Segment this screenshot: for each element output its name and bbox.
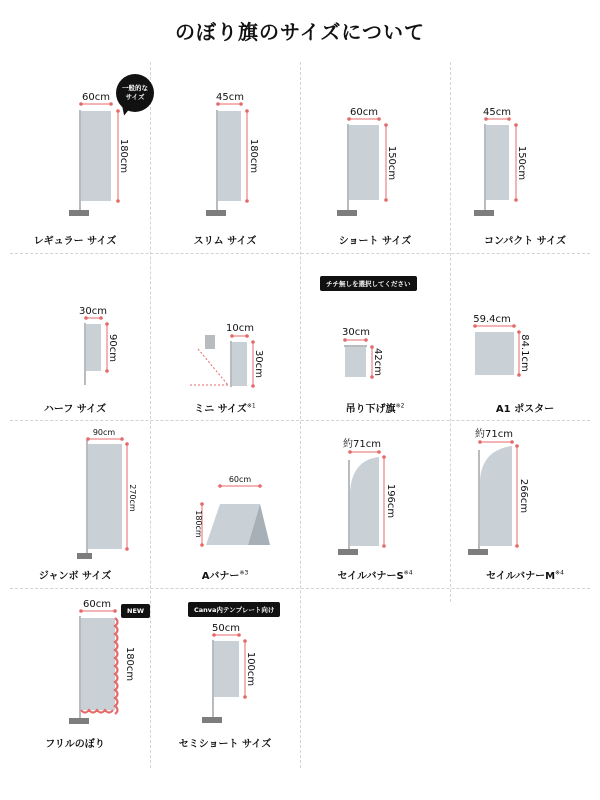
standard-size-bubble xyxy=(116,74,154,112)
width-label: 30cm xyxy=(79,306,107,317)
width-label: 60cm xyxy=(82,92,110,103)
width-label: 59.4cm xyxy=(473,314,511,325)
page-title: のぼり旗のサイズについて xyxy=(175,20,425,44)
size-name-mini: ミニ サイズ$^{※1}$ xyxy=(194,402,256,415)
height-label: 180cm xyxy=(248,138,259,174)
width-label: 60cm xyxy=(228,475,252,484)
size-card-short xyxy=(300,80,450,247)
height-label: 150cm xyxy=(386,145,397,181)
semi-short-flag-illustration xyxy=(150,588,300,755)
size-name-short: ショート サイズ xyxy=(338,236,412,247)
bubble-line1: 一般的な xyxy=(122,84,148,92)
badge-no-loops: チチ無しを選択してください xyxy=(320,276,417,291)
size-name-compact: コンパクト サイズ xyxy=(484,236,566,247)
a-banner-illustration xyxy=(150,420,300,587)
width-label: 45cm xyxy=(483,107,511,118)
size-card-sail-m xyxy=(450,420,600,587)
height-label: 196cm xyxy=(385,483,396,519)
size-card-sail-s xyxy=(300,420,450,587)
size-name-sail-m: セイルバナー$M^{※4}$ xyxy=(486,569,564,582)
mini-flag-illustration xyxy=(150,253,300,420)
compact-flag-illustration xyxy=(450,80,600,247)
height-label: 270cm xyxy=(128,484,137,512)
width-label: 10cm xyxy=(226,323,254,334)
height-label: 180cm xyxy=(194,510,203,538)
size-card-jumbo xyxy=(0,420,150,587)
size-name-sail-s: セイルバナー$S^{※4}$ xyxy=(337,569,413,582)
frill-flag-illustration xyxy=(0,588,150,755)
height-label: 266cm xyxy=(518,478,529,514)
height-label: 42cm xyxy=(372,348,383,376)
sail-s-illustration xyxy=(300,420,450,587)
slim-flag-illustration xyxy=(150,80,300,247)
half-flag-illustration xyxy=(0,253,150,420)
size-card-mini xyxy=(150,253,300,420)
size-name-frill: フリルのぼり xyxy=(45,739,105,750)
height-label: 180cm xyxy=(124,646,135,682)
size-card-a-banner xyxy=(150,420,300,587)
size-name-regular: レギュラー サイズ xyxy=(33,236,117,247)
a1-poster-illustration xyxy=(450,253,600,420)
size-name-semi-short: セミショート サイズ xyxy=(178,739,272,750)
badge-canva-template: Canva内テンプレート向け xyxy=(188,602,280,617)
size-name-half: ハーフ サイズ xyxy=(43,404,107,415)
size-card-semi-short xyxy=(150,588,300,755)
jumbo-flag-illustration xyxy=(0,420,150,587)
size-card-frill xyxy=(0,588,150,755)
height-label: 90cm xyxy=(107,334,118,362)
height-label: 180cm xyxy=(118,138,129,174)
height-label: 30cm xyxy=(253,350,264,378)
size-card-half xyxy=(0,253,150,420)
width-label: 45cm xyxy=(216,92,244,103)
size-card-regular xyxy=(0,80,150,247)
hanging-flag-illustration xyxy=(300,253,450,420)
width-label: 約71cm xyxy=(475,429,513,440)
size-name-a1: A1 ポスター xyxy=(495,404,555,415)
size-name-slim: スリム サイズ xyxy=(193,236,257,247)
width-label: 約71cm xyxy=(343,439,381,450)
width-label: 30cm xyxy=(342,327,370,338)
width-label: 60cm xyxy=(83,599,111,610)
sail-m-illustration xyxy=(450,420,600,587)
size-name-jumbo: ジャンボ サイズ xyxy=(38,571,112,582)
size-card-compact xyxy=(450,80,600,247)
size-card-hanging xyxy=(300,253,450,420)
size-name-a-banner: Aバナー$^{※3}$ xyxy=(201,569,249,582)
height-label: 150cm xyxy=(516,145,527,181)
size-card-a1 xyxy=(450,253,600,420)
height-label: 100cm xyxy=(245,651,256,687)
size-name-hanging: 吊り下げ旗$^{※2}$ xyxy=(345,402,405,415)
height-label: 84.1cm xyxy=(519,334,530,372)
bubble-line2: サイズ xyxy=(125,93,145,101)
badge-new: NEW xyxy=(121,604,150,618)
width-label: 50cm xyxy=(212,623,240,634)
width-label: 90cm xyxy=(92,428,116,437)
width-label: 60cm xyxy=(350,107,378,118)
short-flag-illustration xyxy=(300,80,450,247)
size-card-slim xyxy=(150,80,300,247)
